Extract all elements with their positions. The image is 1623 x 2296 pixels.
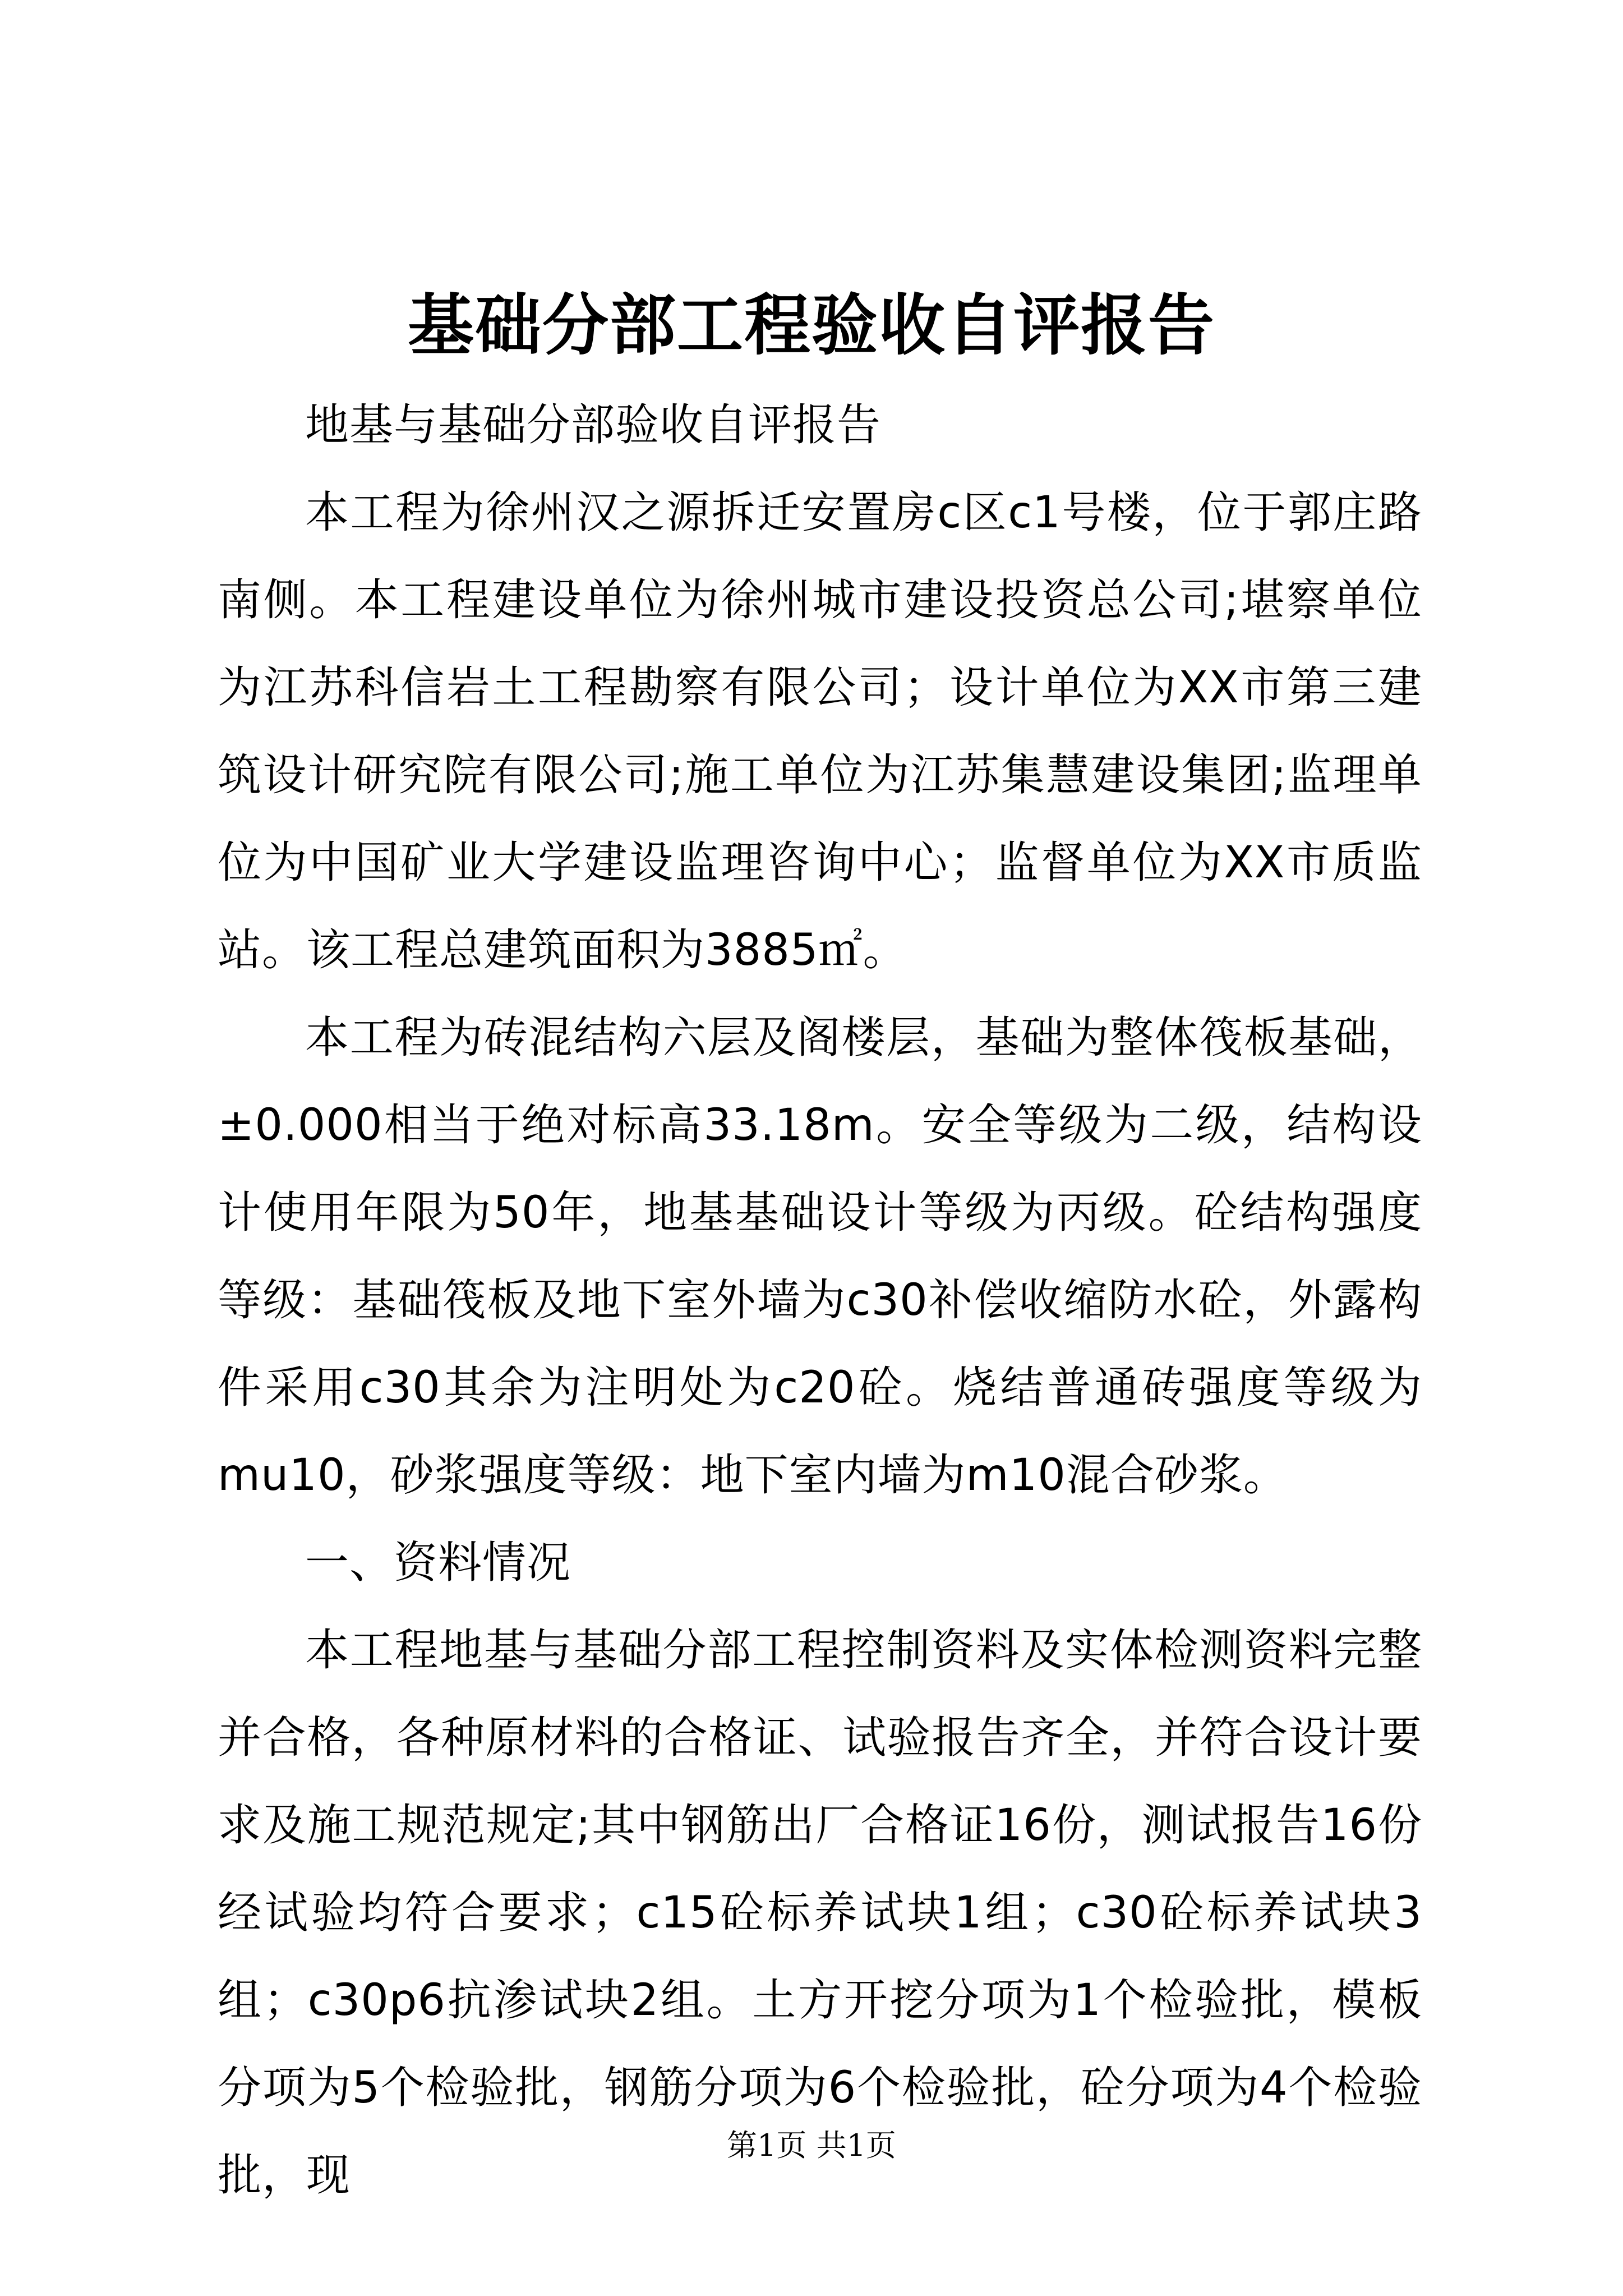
page-footer: 第1页 共1页	[727, 2128, 896, 2163]
document-title: 基础分部工程验收自评报告	[407, 286, 1215, 364]
section-heading: 一、资料情况	[305, 1538, 571, 1588]
subtitle-paragraph: 地基与基础分部验收自评报告	[305, 400, 882, 450]
materials-paragraph: 本工程地基与基础分部工程控制资料及实体检测资料完整并合格，各种原材料的合格证、试验报告齐全，并符合设计要求及施工规范规定;其中钢筋出厂合格证16份，测试报告16份经试验均符合要求；c15砼标养试块1组；c30砼标养试块3组；c30p6抗渗试块2组。土方开挖分项为1个检验批，模板分项为5个检验批，钢筋分项为6个检验批，砼分项为4个检验批，现	[218, 1625, 1422, 2201]
project-overview-paragraph: 本工程为徐州汉之源拆迁安置房c区c1号楼，位于郭庄路南侧。本工程建设单位为徐州城市建设投资总公司;堪察单位为江苏科信岩土工程勘察有限公司；设计单位为XX市第三建筑设计研究院有限公司;施工单位为江苏集慧建设集团;监理单位为中国矿业大学建设监理咨询中心；监督单位为XX市质监站。该工程总建筑面积为3885㎡。	[218, 487, 1422, 976]
document-body	[218, 381, 1422, 2219]
structure-paragraph: 本工程为砖混结构六层及阁楼层，基础为整体筏板基础，±0.000相当于绝对标高33.18m。安全等级为二级，结构设计使用年限为50年，地基基础设计等级为丙级。砼结构强度等级：基础筏板及地下室外墙为c30补偿收缩防水砼，外露构件采用c30其余为注明处为c20砼。烧结普通砖强度等级为mu10，砂浆强度等级：地下室内墙为m10混合砂浆。	[218, 1013, 1422, 1501]
